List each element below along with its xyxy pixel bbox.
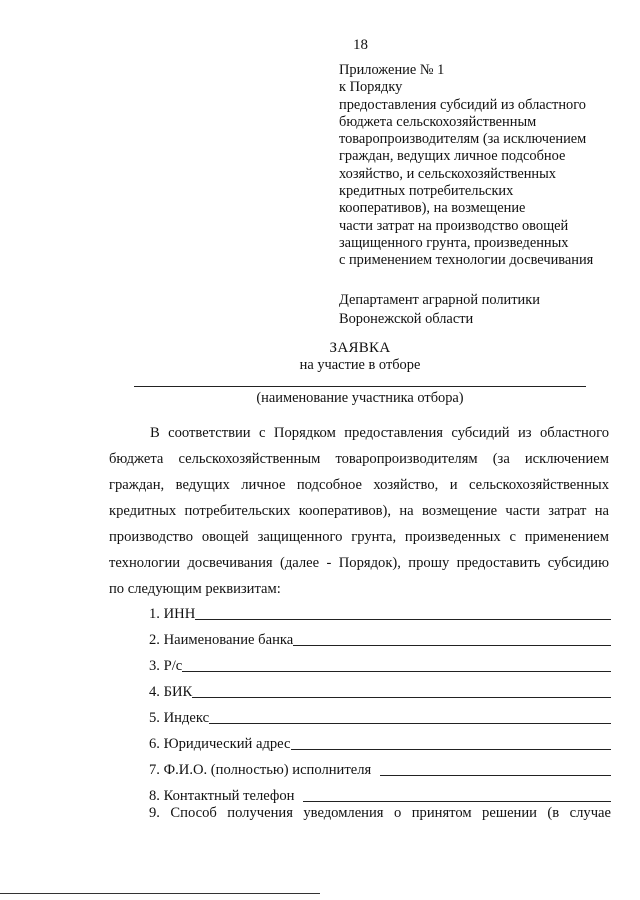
appendix-header — [339, 62, 619, 270]
field-label: Р/с — [163, 658, 183, 674]
appendix-line: хозяйство, и сельскохозяйственных — [339, 165, 556, 182]
appendix-line: бюджета сельскохозяйственным — [339, 113, 537, 130]
participant-name-caption: (наименование участника отбора) — [256, 390, 464, 406]
appendix-line: кооперативов), на возмещение — [339, 200, 526, 217]
participant-name-line[interactable] — [134, 386, 586, 387]
document-title: ЗАЯВКА — [329, 340, 391, 356]
postal-index-fill-line[interactable] — [209, 723, 611, 724]
request-paragraph — [109, 420, 609, 602]
paragraph-line: В соответствии с Порядком предоставления субсидий из областного — [150, 425, 609, 441]
appendix-line: предоставления субсидий из областного — [339, 96, 586, 113]
appendix-line: к Порядку — [339, 79, 403, 96]
field-executor-name — [149, 754, 611, 780]
field-postal-index — [149, 702, 611, 728]
field-label: ИНН — [163, 606, 196, 622]
field-label: Юридический адрес — [163, 736, 291, 752]
document-subtitle: на участие в отборе — [299, 357, 421, 373]
requisites-list — [149, 598, 611, 806]
paragraph-line: бюджета сельскохозяйственным товаропроизводителям (за исключением — [109, 451, 609, 467]
field-label: Ф.И.О. (полностью) исполнителя — [163, 762, 372, 778]
field-bik — [149, 676, 611, 702]
bank-name-fill-line[interactable] — [293, 645, 611, 646]
field-number: 8. — [149, 788, 160, 804]
field-label: Наименование банка — [163, 632, 294, 648]
account-fill-line[interactable] — [182, 671, 611, 672]
field-number: 4. — [149, 684, 160, 700]
field-label: Индекс — [163, 710, 210, 726]
contact-phone-fill-line[interactable] — [303, 801, 611, 802]
appendix-line: с применением технологии досвечивания — [339, 252, 594, 269]
paragraph-line: по следующим реквизитам: — [109, 581, 281, 597]
executor-name-fill-line[interactable] — [380, 775, 611, 776]
appendix-line: части затрат на производство овощей — [339, 217, 569, 234]
appendix-line: граждан, ведущих личное подсобное — [339, 148, 566, 165]
field-notification-method: 9. Способ получения уведомления о принятом решении (в случае — [149, 805, 611, 821]
legal-address-fill-line[interactable] — [291, 749, 612, 750]
paragraph-line: кредитных потребительских кооперативов), на возмещение части затрат на — [109, 503, 609, 519]
field-number: 7. — [149, 762, 160, 778]
paragraph-line: производство овощей защищенного грунта, произведенных с применением — [109, 529, 609, 545]
appendix-line: товаропроизводителям (за исключением — [339, 131, 587, 148]
addressee-line: Департамент аграрной политики — [339, 292, 540, 308]
field-legal-address — [149, 728, 611, 754]
footer-rule — [0, 893, 320, 894]
field-number: 3. — [149, 658, 160, 674]
field-inn — [149, 598, 611, 624]
field-label: Контактный телефон — [163, 788, 295, 804]
appendix-line: Приложение № 1 — [339, 62, 445, 78]
field-account — [149, 650, 611, 676]
field-number: 6. — [149, 736, 160, 752]
page-number: 18 — [353, 37, 368, 53]
inn-fill-line[interactable] — [195, 619, 611, 620]
appendix-line: защищенного грунта, произведенных — [339, 234, 569, 251]
bik-fill-line[interactable] — [192, 697, 611, 698]
appendix-line: кредитных потребительских — [339, 183, 514, 200]
paragraph-line: технологии досвечивания (далее - Порядок), прошу предоставить субсидию — [109, 555, 609, 571]
field-number: 5. — [149, 710, 160, 726]
field-number: 2. — [149, 632, 160, 648]
field-number: 1. — [149, 606, 160, 622]
field-bank-name — [149, 624, 611, 650]
paragraph-line: граждан, ведущих личное подсобное хозяйство, и сельскохозяйственных — [109, 477, 609, 493]
addressee — [339, 291, 619, 329]
addressee-line: Воронежской области — [339, 311, 474, 327]
field-label: БИК — [163, 684, 193, 700]
